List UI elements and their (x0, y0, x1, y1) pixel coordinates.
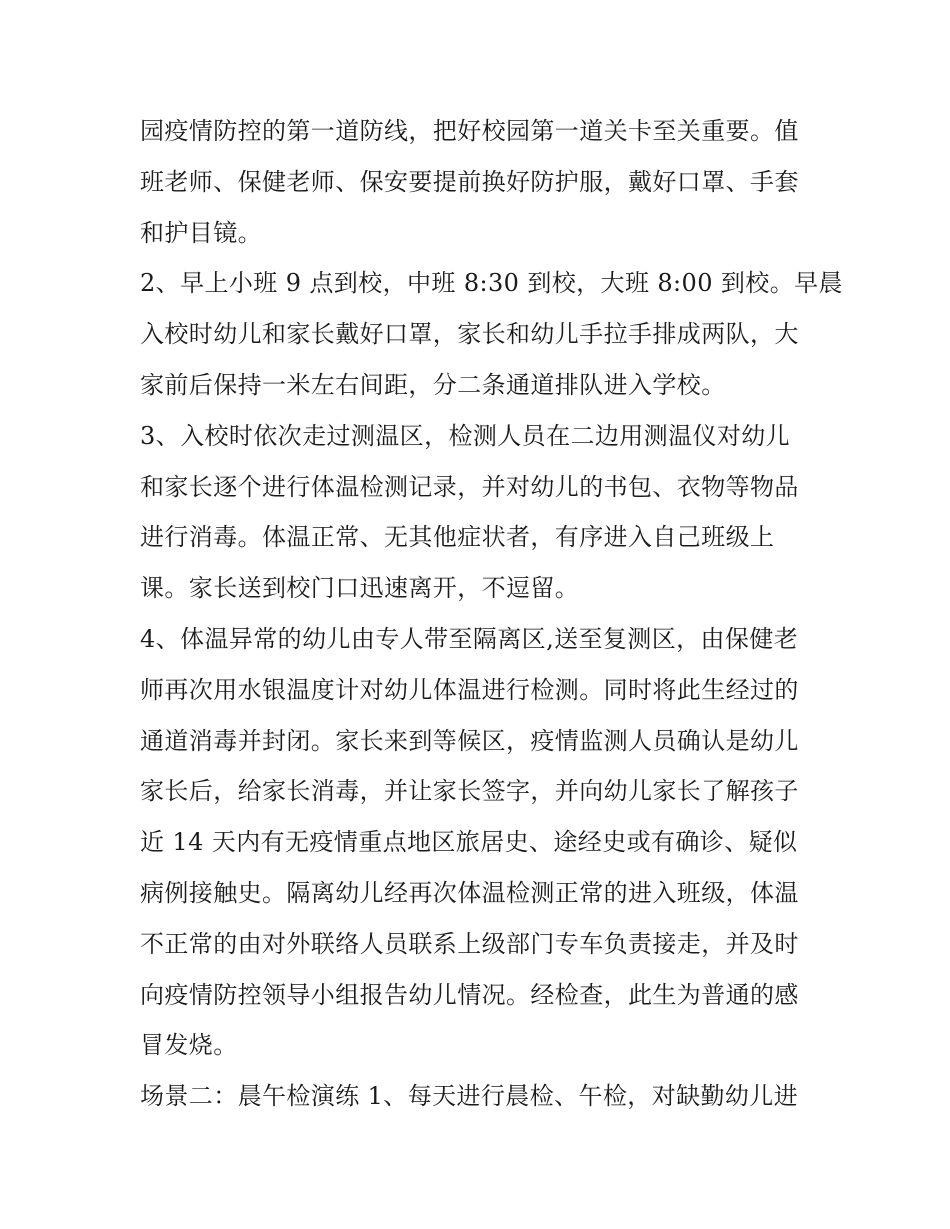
text-line: 4、体温异常的幼儿由专人带至隔离区,送至复测区，由保健老 (140, 624, 799, 653)
text-line: 和护目镜。 (140, 218, 262, 247)
text-line: 近 14 天内有无疫情重点地区旅居史、途经史或有确诊、疑似 (140, 828, 798, 857)
text-line: 进行消毒。体温正常、无其他症状者，有序进入自己班级上 (140, 523, 775, 552)
text-line: 冒发烧。 (140, 1031, 238, 1060)
text-line: 班老师、保健老师、保安要提前换好防护服，戴好口罩、手套 (140, 167, 799, 196)
text-line: 师再次用水银温度计对幼儿体温进行检测。同时将此生经过的 (140, 675, 799, 704)
text-line: 园疫情防控的第一道防线，把好校园第一道关卡至关重要。值 (140, 117, 799, 145)
text-line: 病例接触史。隔离幼儿经再次体温检测正常的进入班级，体温 (140, 878, 799, 907)
document-body (140, 106, 843, 1122)
text-line: 入校时幼儿和家长戴好口罩，家长和幼儿手拉手排成两队，大 (140, 320, 799, 349)
text-line: 课。家长送到校门口迅速离开，不逗留。 (140, 574, 580, 603)
text-line: 向疫情防控领导小组报告幼儿情况。经检查，此生为普通的感 (140, 980, 799, 1009)
text-line: 家长后，给家长消毒，并让家长签字，并向幼儿家长了解孩子 (140, 777, 799, 806)
text-line: 家前后保持一米左右间距，分二条通道排队进入学校。 (140, 370, 726, 399)
text-line: 2、早上小班 9 点到校，中班 8:30 到校，大班 8:00 到校。早晨 (140, 269, 843, 298)
text-line: 和家长逐个进行体温检测记录，并对幼儿的书包、衣物等物品 (140, 472, 799, 501)
text-line: 场景二：晨午检演练 1、每天进行晨检、午检，对缺勤幼儿进 (140, 1082, 799, 1111)
text-line: 不正常的由对外联络人员联系上级部门专车负责接走，并及时 (140, 929, 799, 958)
text-line: 通道消毒并封闭。家长来到等候区，疫情监测人员确认是幼儿 (140, 726, 799, 755)
text-line: 3、入校时依次走过测温区，检测人员在二边用测温仪对幼儿 (140, 421, 791, 450)
